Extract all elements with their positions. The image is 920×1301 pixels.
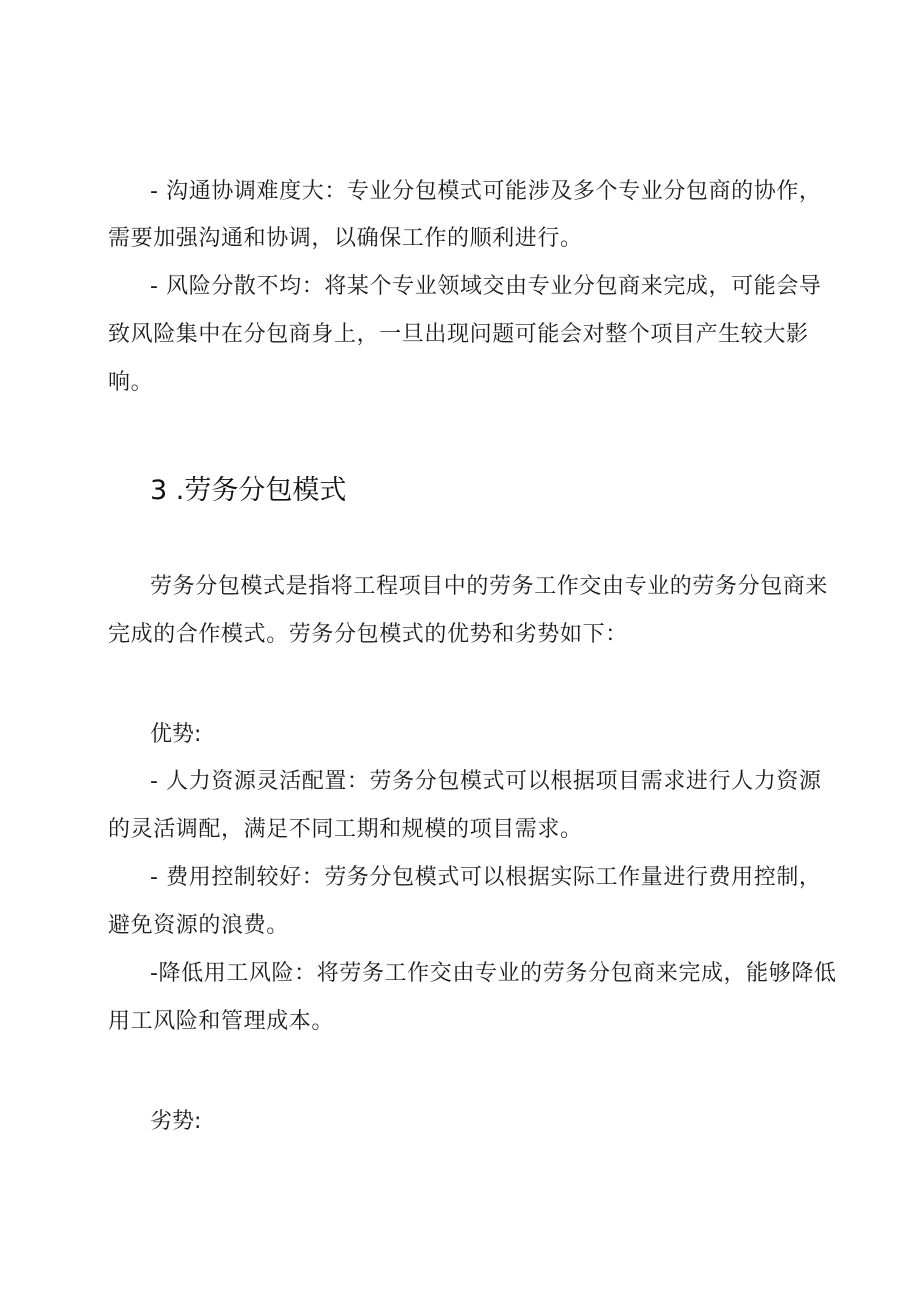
advantage-item-3-line-1: -降低用工风险：将劳务工作交由专业的劳务分包商来完成，能够降低: [150, 961, 837, 986]
disadvantages-label: 劣势:: [150, 1109, 202, 1134]
advantage-item-2-line-2: 避免资源的浪费。: [108, 913, 289, 938]
section-paragraph-line-2: 完成的合作模式。劳务分包模式的优势和劣势如下：: [108, 622, 628, 647]
section-heading: 3 .劳务分包模式: [150, 475, 347, 506]
advantages-label: 优势:: [150, 722, 202, 747]
intro-item-2-line-1: - 风险分散不均：将某个专业领域交由专业分包商来完成，可能会导: [150, 274, 822, 299]
intro-item-1-line-1: - 沟通协调难度大：专业分包模式可能涉及多个专业分包商的协作，: [150, 179, 822, 204]
section-paragraph-line-1: 劳务分包模式是指将工程项目中的劳务工作交由专业的劳务分包商来: [150, 574, 829, 599]
intro-item-1-line-2: 需要加强沟通和协调，以确保工作的顺利进行。: [108, 226, 583, 251]
advantage-item-1-line-2: 的灵活调配，满足不同工期和规模的项目需求。: [108, 817, 583, 842]
intro-item-2-line-3: 响。: [108, 370, 154, 395]
advantage-item-3-line-2: 用工风险和管理成本。: [108, 1009, 335, 1034]
intro-item-2-line-2: 致风险集中在分包商身上，一旦出现问题可能会对整个项目产生较大影: [108, 322, 809, 347]
advantage-item-1-line-1: - 人力资源灵活配置：劳务分包模式可以根据项目需求进行人力资源: [150, 769, 822, 794]
advantage-item-2-line-1: - 费用控制较好：劳务分包模式可以根据实际工作量进行费用控制，: [150, 865, 822, 890]
